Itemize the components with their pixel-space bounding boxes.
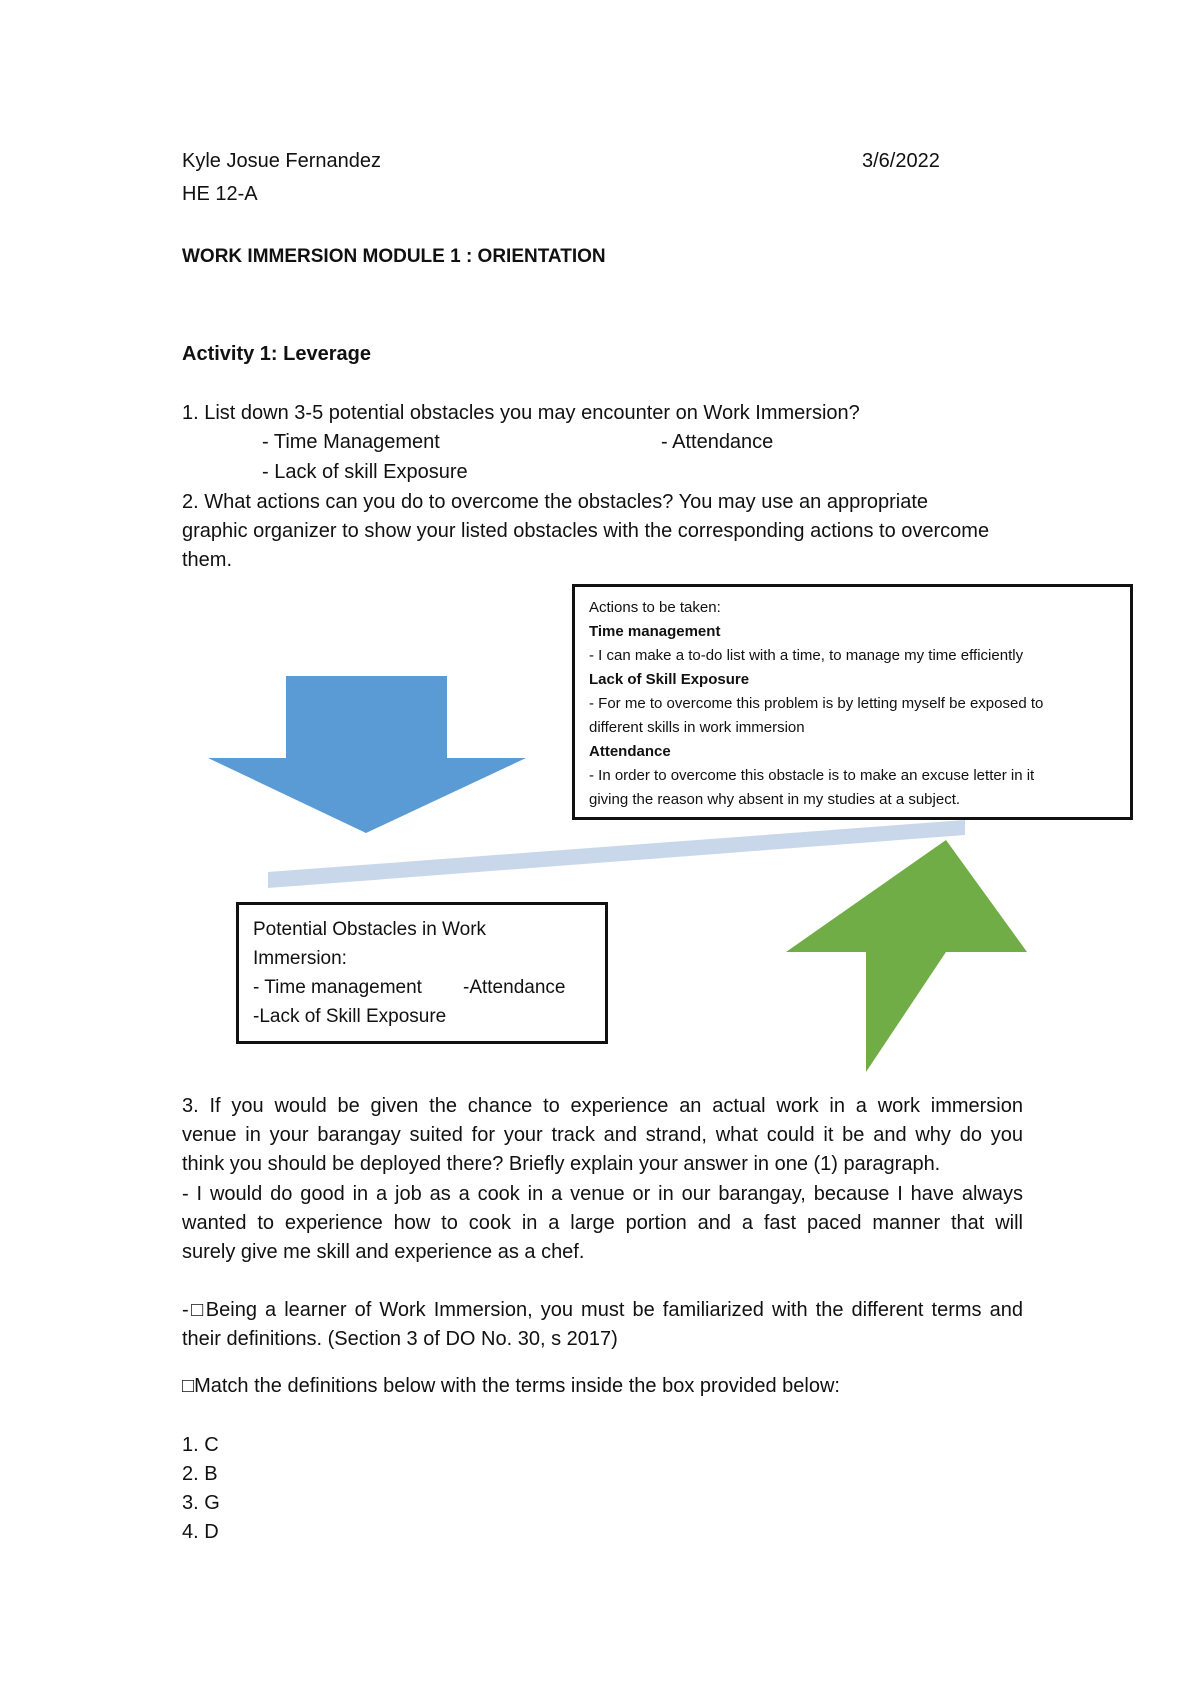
class-section: HE 12-A (182, 183, 258, 205)
obstacles-item: -Lack of Skill Exposure (253, 1006, 447, 1027)
actions-time-label: Time management (589, 623, 721, 640)
answer-3-line: surely give me skill and experience as a chef. (182, 1241, 585, 1263)
document-date: 3/6/2022 (862, 150, 940, 172)
match-answer: 3. G (182, 1492, 220, 1514)
obstacles-item: - Time management (253, 977, 422, 998)
question-2-line: 2. What actions can you do to overcome the obstacles? You may use an appropriate (182, 491, 929, 513)
terms-intro: their definitions. (Section 3 of DO No. 30, s 2017) (182, 1328, 618, 1350)
terms-intro: -□Being a learner of Work Immersion, you must be familiarized with the different terms and (182, 1299, 1023, 1321)
question-2-line: graphic organizer to show your listed obstacles with the corresponding actions to overcome (182, 520, 990, 542)
actions-attendance-text: giving the reason why absent in my studies at a subject. (589, 791, 961, 808)
activity-title: Activity 1: Leverage (182, 343, 371, 365)
obstacle-time-management: - Time Management (262, 431, 440, 453)
actions-heading: Actions to be taken: (589, 599, 721, 616)
actions-skill-text: - For me to overcome this problem is by letting myself be exposed to (589, 695, 1044, 712)
obstacles-box (236, 902, 608, 1044)
answer-3-line: - I would do good in a job as a cook in a venue or in our barangay, because I have always (182, 1183, 1023, 1205)
up-arrow-shape (786, 840, 1027, 1072)
obstacles-item: -Attendance (463, 977, 566, 998)
module-title: WORK IMMERSION MODULE 1 : ORIENTATION (182, 246, 606, 267)
match-answer: 2. B (182, 1463, 218, 1485)
actions-box (572, 584, 1133, 820)
match-answer: 1. C (182, 1434, 219, 1456)
question-1: 1. List down 3-5 potential obstacles you may encounter on Work Immersion? (182, 402, 860, 424)
lever-bar (268, 820, 965, 888)
down-arrow-shape (208, 676, 526, 833)
obstacles-heading: Immersion: (253, 948, 347, 969)
actions-attendance-label: Attendance (589, 743, 671, 760)
question-3-line: 3. If you would be given the chance to experience an actual work in a work immersion (182, 1095, 1023, 1117)
match-answer: 4. D (182, 1521, 219, 1543)
question-3-line: think you should be deployed there? Briefly explain your answer in one (1) paragraph. (182, 1153, 941, 1175)
answer-3-line: wanted to experience how to cook in a large portion and a fast paced manner that will (182, 1212, 1023, 1234)
actions-skill-label: Lack of Skill Exposure (589, 671, 750, 688)
terms-instruction: □Match the definitions below with the terms inside the box provided below: (182, 1375, 840, 1397)
actions-attendance-text: - In order to overcome this obstacle is to make an excuse letter in it (589, 767, 1035, 784)
question-2-line: them. (182, 549, 233, 571)
actions-time-text: - I can make a to-do list with a time, to manage my time efficiently (589, 647, 1024, 664)
obstacle-lack-of-skill: - Lack of skill Exposure (262, 461, 468, 483)
question-3-line: venue in your barangay suited for your track and strand, what could it be and why do you (182, 1124, 1023, 1146)
obstacles-heading: Potential Obstacles in Work (253, 919, 487, 940)
student-name: Kyle Josue Fernandez (182, 150, 382, 172)
obstacle-attendance: - Attendance (661, 431, 774, 453)
actions-skill-text: different skills in work immersion (589, 719, 805, 736)
